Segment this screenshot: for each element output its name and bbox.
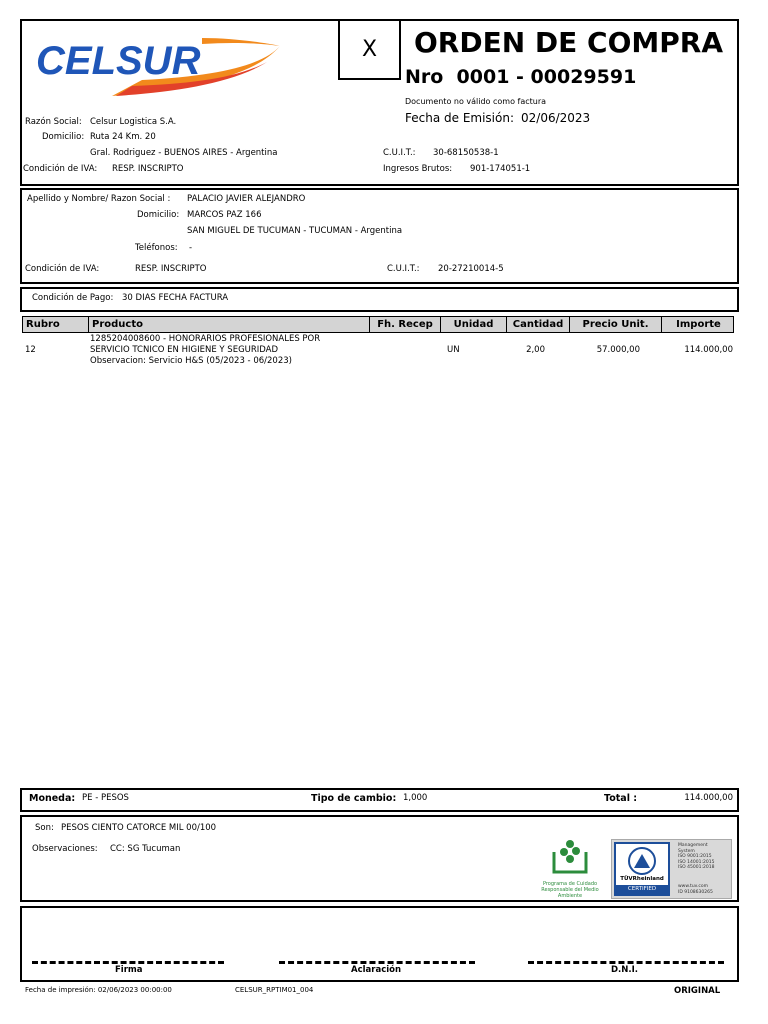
col-header-fh-recep: Fh. Recep bbox=[370, 317, 441, 332]
obs-value: CC: SG Tucuman bbox=[110, 844, 181, 854]
supplier-domicilio-2: SAN MIGUEL DE TUCUMAN - TUCUMAN - Argentina bbox=[187, 226, 403, 236]
total-value: 114.000,00 bbox=[684, 793, 733, 803]
supplier-telefonos-value: - bbox=[189, 243, 193, 253]
supplier-telefonos-label: Teléfonos: bbox=[135, 243, 178, 253]
firma-line bbox=[32, 961, 224, 964]
issuer-domicilio-2: Gral. Rodriguez - BUENOS AIRES - Argentina bbox=[90, 148, 278, 158]
dni-line bbox=[528, 961, 724, 964]
col-header-precio: Precio Unit. bbox=[570, 317, 662, 332]
tipo-cambio-value: 1,000 bbox=[403, 793, 428, 803]
moneda-value: PE - PESOS bbox=[82, 793, 129, 803]
col-header-importe: Importe bbox=[676, 319, 721, 330]
celsur-logo bbox=[32, 34, 284, 98]
supplier-name-label: Apellido y Nombre/ Razon Social : bbox=[27, 194, 171, 204]
type-letter: X bbox=[361, 37, 378, 62]
total-label: Total : bbox=[604, 793, 638, 804]
issuer-iva-value: RESP. INSCRIPTO bbox=[112, 164, 184, 174]
tuv-web-url: www.tuv.com bbox=[678, 884, 709, 889]
tuv-line: System bbox=[678, 848, 695, 854]
supplier-iva-value: RESP. INSCRIPTO bbox=[135, 264, 207, 274]
cell-producto-line2: SERVICIO TCNICO EN HIGIENE Y SEGURIDAD bbox=[90, 345, 279, 355]
tuv-line: Management bbox=[678, 843, 708, 848]
type-letter-box bbox=[338, 19, 401, 80]
copy-label: ORIGINAL bbox=[674, 986, 721, 996]
col-header-unidad: Unidad bbox=[441, 317, 507, 332]
tuv-line: ISO 14001:2015 bbox=[678, 859, 715, 865]
payment-label: Condición de Pago: bbox=[32, 293, 114, 303]
tuv-certified: CERTIFIED bbox=[616, 885, 668, 894]
cell-producto-line3: Observacion: Servicio H&S (05/2023 - 06/2023) bbox=[90, 356, 292, 366]
aclaracion-line bbox=[279, 961, 475, 964]
moneda-label: Moneda: bbox=[29, 793, 76, 804]
tuv-id: ID 9108630265 bbox=[678, 889, 713, 895]
tuv-brand: TÜVRheinland bbox=[620, 876, 664, 882]
supplier-cuit-value: 20-27210014-5 bbox=[438, 264, 504, 274]
supplier-cuit-label: C.U.I.T.: bbox=[387, 264, 420, 274]
supplier-iva-label: Condición de IVA: bbox=[25, 264, 100, 274]
issue-date-label: Fecha de Emisión: bbox=[405, 111, 514, 125]
issuer-iva-label: Condición de IVA: bbox=[23, 164, 98, 174]
issuer-iibb-value: 901-174051-1 bbox=[470, 164, 531, 174]
col-header-rubro: Rubro bbox=[23, 317, 89, 332]
cell-cantidad: 2,00 bbox=[526, 345, 545, 355]
supplier-domicilio-label: Domicilio: bbox=[137, 210, 180, 220]
issuer-cuit-value: 30-68150538-1 bbox=[433, 148, 499, 158]
tuv-logo bbox=[614, 842, 670, 896]
supplier-name-value: PALACIO JAVIER ALEJANDRO bbox=[187, 194, 306, 204]
supplier-domicilio-1: MARCOS PAZ 166 bbox=[187, 210, 262, 220]
issuer-domicilio-1: Ruta 24 Km. 20 bbox=[90, 132, 156, 142]
payment-value: 30 DIAS FECHA FACTURA bbox=[122, 293, 229, 303]
issuer-razon-value: Celsur Logistica S.A. bbox=[90, 117, 177, 127]
tuv-line: ISO 45001:2018 bbox=[678, 865, 715, 870]
tuv-triangle-icon bbox=[616, 846, 668, 876]
env-program-icon bbox=[532, 838, 608, 878]
logo-text: CELSUR bbox=[36, 39, 201, 83]
not-valid-note: Documento no válido como factura bbox=[405, 97, 547, 106]
print-date: Fecha de impresión: 02/06/2023 00:00:00 bbox=[25, 986, 172, 994]
cell-unidad: UN bbox=[447, 345, 460, 355]
cell-precio: 57.000,00 bbox=[596, 345, 640, 355]
issuer-cuit-label: C.U.I.T.: bbox=[383, 148, 416, 158]
dni-label: D.N.I. bbox=[611, 965, 639, 975]
tuv-web bbox=[678, 884, 713, 895]
firma-label: Firma bbox=[115, 965, 143, 975]
tuv-info bbox=[678, 843, 714, 871]
cell-producto-line1: 1285204008600 - HONORARIOS PROFESIONALES POR bbox=[90, 334, 321, 344]
order-number: Nro 0001 - 00029591 bbox=[405, 66, 637, 88]
tuv-badge bbox=[611, 839, 732, 899]
tipo-cambio-label: Tipo de cambio: bbox=[311, 793, 397, 804]
tuv-line: ISO 9001:2015 bbox=[678, 854, 712, 859]
col-header-producto: Producto bbox=[89, 317, 370, 332]
cell-rubro: 12 bbox=[25, 345, 36, 355]
table-header bbox=[22, 316, 734, 333]
cell-importe: 114.000,00 bbox=[684, 345, 733, 355]
issuer-iibb-label: Ingresos Brutos: bbox=[383, 164, 453, 174]
col-header-cantidad: Cantidad bbox=[507, 317, 570, 332]
env-program-badge bbox=[532, 838, 608, 898]
env-program-text: Programa de Cuidado Responsable del Medio Ambiente bbox=[541, 881, 599, 899]
report-code: CELSUR_RPTIM01_004 bbox=[235, 986, 314, 994]
issue-date: 02/06/2023 bbox=[521, 111, 591, 125]
son-label: Son: bbox=[35, 823, 54, 833]
document-title: ORDEN DE COMPRA bbox=[414, 26, 723, 59]
issuer-domicilio-label: Domicilio: bbox=[42, 132, 85, 142]
issuer-razon-label: Razón Social: bbox=[25, 117, 82, 127]
aclaracion-label: Aclaración bbox=[351, 965, 402, 975]
obs-label: Observaciones: bbox=[32, 844, 98, 854]
son-value: PESOS CIENTO CATORCE MIL 00/100 bbox=[61, 823, 217, 833]
